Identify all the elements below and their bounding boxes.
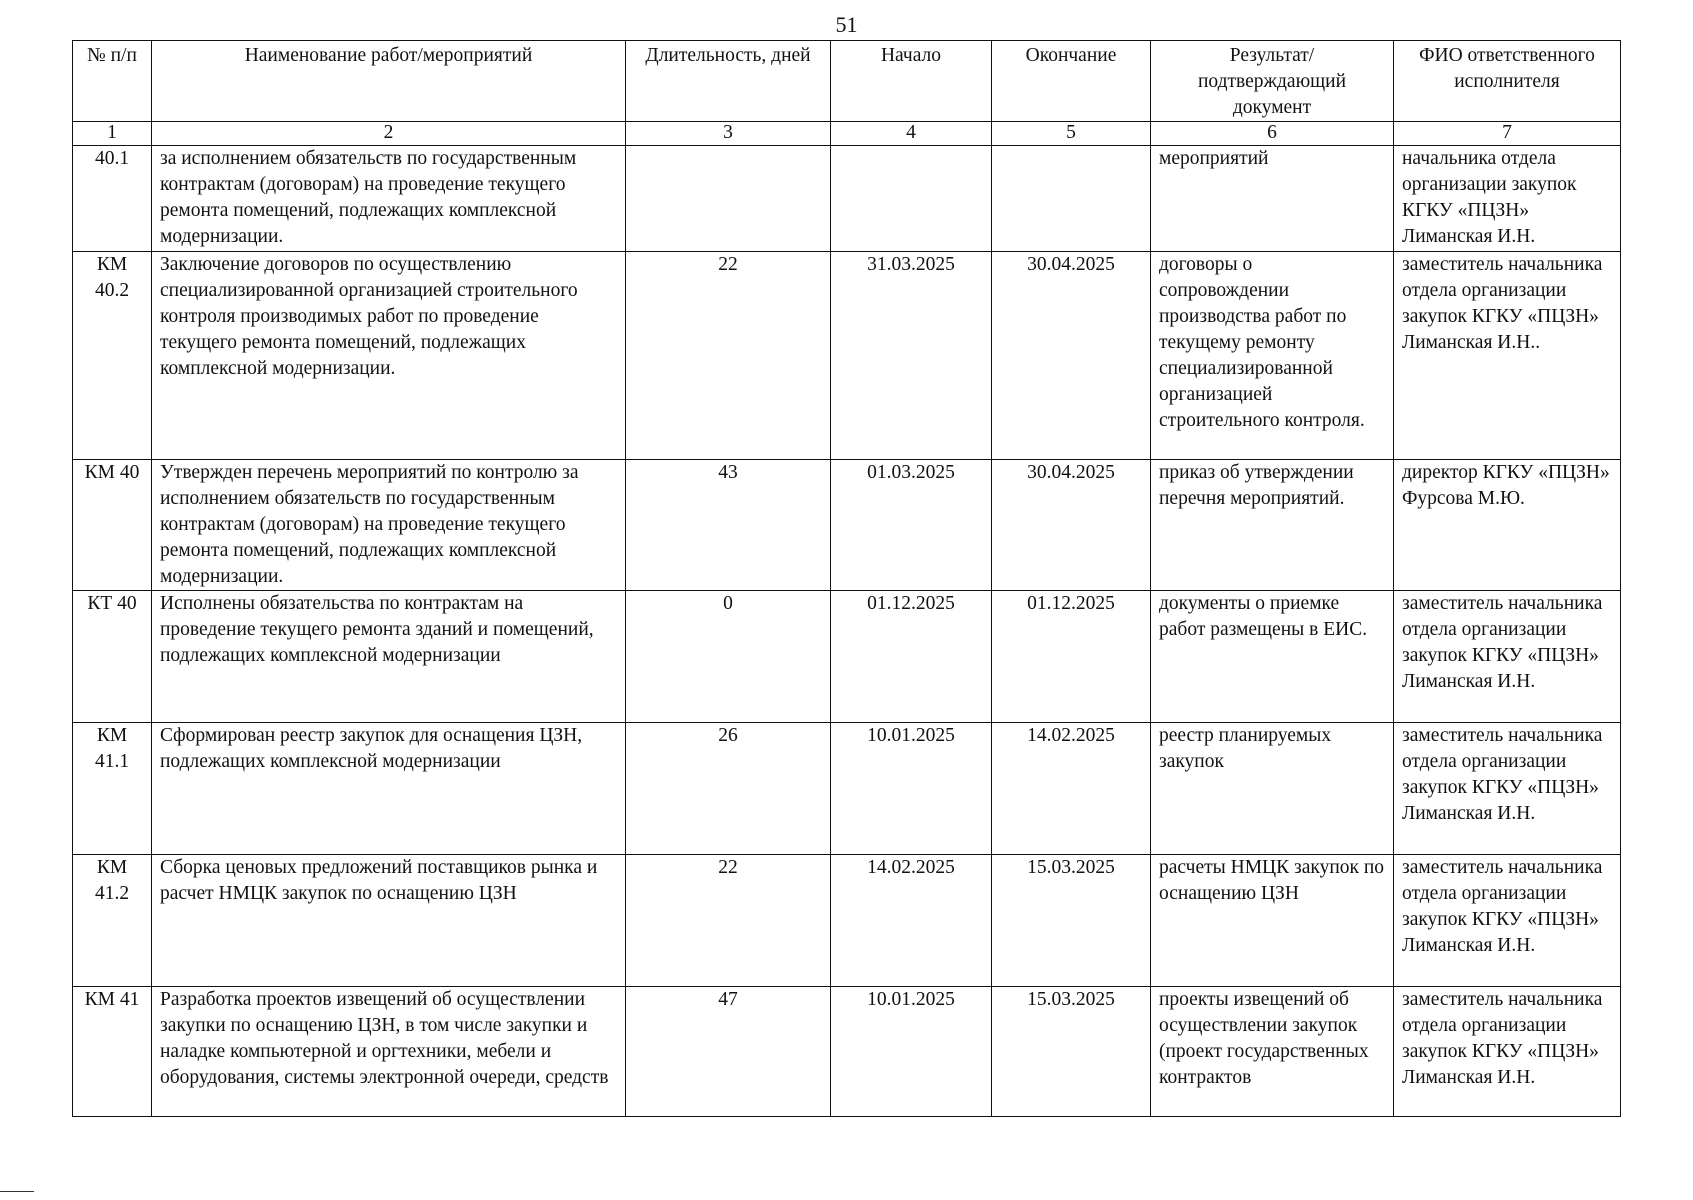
result-document: расчеты НМЦК закупок по оснащению ЦЗН: [1151, 855, 1394, 987]
task-name: Сформирован реестр закупок для оснащения ЦЗН, подлежащих комплексной модернизации: [152, 723, 626, 855]
task-name: Заключение договоров по осуществлению специализированной организацией строительного контроля производимых работ по проведение текущего ремонта помещений, подлежащих комплексной модернизации.: [152, 252, 626, 460]
task-name: Утвержден перечень мероприятий по контролю за исполнением обязательств по государственным контрактам (договорам) на проведение текущего ремонта помещений, подлежащих комплексной модернизации.: [152, 460, 626, 591]
result-document: проекты извещений об осуществлении закупок (проект государственных контрактов: [1151, 987, 1394, 1117]
task-name: за исполнением обязательств по государственным контрактам (договорам) на проведение текущего ремонта помещений, подлежащих комплексной модернизации.: [152, 146, 626, 252]
column-number: 4: [831, 122, 992, 146]
result-document: приказ об утверждении перечня мероприятий.: [1151, 460, 1394, 591]
start-date: 10.01.2025: [831, 723, 992, 855]
table-row: [73, 146, 1621, 252]
result-document: документы о приемке работ размещены в ЕИС.: [1151, 591, 1394, 723]
row-number: КМ 41.1: [73, 723, 152, 855]
end-date: [992, 146, 1151, 252]
responsible-person: заместитель начальника отдела организации закупок КГКУ «ПЦЗН» Лиманская И.Н.: [1394, 855, 1621, 987]
footer-dash: [0, 1191, 34, 1192]
duration-days: 22: [626, 252, 831, 460]
task-name: Разработка проектов извещений об осуществлении закупки по оснащению ЦЗН, в том числе закупки и наладке компьютерной и оргтехники, мебели и оборудования, системы электронной очереди, средств: [152, 987, 626, 1117]
header-start: Начало: [831, 41, 992, 122]
table-row: [73, 987, 1621, 1117]
duration-days: 26: [626, 723, 831, 855]
column-number: 5: [992, 122, 1151, 146]
header-duration: Длительность, дней: [626, 41, 831, 122]
responsible-person: заместитель начальника отдела организации закупок КГКУ «ПЦЗН» Лиманская И.Н.: [1394, 723, 1621, 855]
duration-days: 0: [626, 591, 831, 723]
header-result: Результат/ подтверждающий документ: [1151, 41, 1394, 122]
row-number: 40.1: [73, 146, 152, 252]
header-num: № п/п: [73, 41, 152, 122]
page-number: 51: [835, 12, 858, 37]
start-date: 01.03.2025: [831, 460, 992, 591]
column-number: 1: [73, 122, 152, 146]
end-date: 30.04.2025: [992, 460, 1151, 591]
result-document: мероприятий: [1151, 146, 1394, 252]
row-number: КТ 40: [73, 591, 152, 723]
end-date: 14.02.2025: [992, 723, 1151, 855]
task-name: Исполнены обязательства по контрактам на проведение текущего ремонта зданий и помещений, подлежащих комплексной модернизации: [152, 591, 626, 723]
row-number: КМ 40: [73, 460, 152, 591]
start-date: 01.12.2025: [831, 591, 992, 723]
column-number: 2: [152, 122, 626, 146]
start-date: 31.03.2025: [831, 252, 992, 460]
responsible-person: заместитель начальника отдела организации закупок КГКУ «ПЦЗН» Лиманская И.Н.: [1394, 591, 1621, 723]
header-name: Наименование работ/мероприятий: [152, 41, 626, 122]
responsible-person: заместитель начальника отдела организации закупок КГКУ «ПЦЗН» Лиманская И.Н.: [1394, 987, 1621, 1117]
column-number-row: [73, 122, 1621, 146]
end-date: 15.03.2025: [992, 855, 1151, 987]
duration-days: 22: [626, 855, 831, 987]
work-schedule-table: [72, 40, 1621, 1117]
column-number: 3: [626, 122, 831, 146]
duration-days: 43: [626, 460, 831, 591]
column-number: 6: [1151, 122, 1394, 146]
table-row: [73, 460, 1621, 591]
result-document: реестр планируемых закупок: [1151, 723, 1394, 855]
column-number: 7: [1394, 122, 1621, 146]
start-date: 14.02.2025: [831, 855, 992, 987]
table-row: [73, 252, 1621, 460]
table-row: [73, 723, 1621, 855]
duration-days: [626, 146, 831, 252]
row-number: КМ 40.2: [73, 252, 152, 460]
end-date: 15.03.2025: [992, 987, 1151, 1117]
responsible-person: начальника отдела организации закупок КГКУ «ПЦЗН» Лиманская И.Н.: [1394, 146, 1621, 252]
header-responsible: ФИО ответственного исполнителя: [1394, 41, 1621, 122]
table-row: [73, 855, 1621, 987]
end-date: 01.12.2025: [992, 591, 1151, 723]
header-row: [73, 41, 1621, 122]
result-document: договоры о сопровождении производства работ по текущему ремонту специализированной организацией строительного контроля.: [1151, 252, 1394, 460]
row-number: КМ 41: [73, 987, 152, 1117]
table-row: [73, 591, 1621, 723]
responsible-person: директор КГКУ «ПЦЗН» Фурсова М.Ю.: [1394, 460, 1621, 591]
header-end: Окончание: [992, 41, 1151, 122]
row-number: КМ 41.2: [73, 855, 152, 987]
end-date: 30.04.2025: [992, 252, 1151, 460]
duration-days: 47: [626, 987, 831, 1117]
start-date: [831, 146, 992, 252]
task-name: Сборка ценовых предложений поставщиков рынка и расчет НМЦК закупок по оснащению ЦЗН: [152, 855, 626, 987]
responsible-person: заместитель начальника отдела организации закупок КГКУ «ПЦЗН» Лиманская И.Н..: [1394, 252, 1621, 460]
start-date: 10.01.2025: [831, 987, 992, 1117]
